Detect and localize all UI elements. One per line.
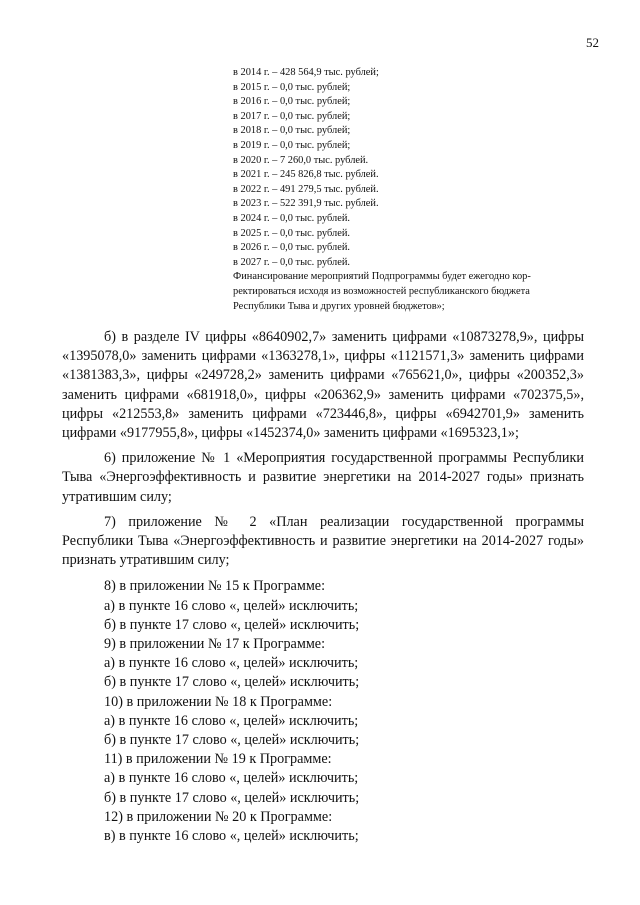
list-item: б) в пункте 17 слово «, целей» исключить; (104, 732, 360, 749)
funding-note (233, 270, 618, 314)
funding-year-line: в 2021 г. – 245 826,8 тыс. рублей. (233, 169, 379, 181)
list-item: а) в пункте 16 слово «, целей» исключить; (104, 597, 359, 614)
funding-note-line: Финансирование мероприятий Подпрограммы будет ежегодно кор- (233, 271, 531, 283)
paragraph-item-7: 7) приложение № 2 «План реализации государственной программы Республики Тыва «Энергоэффективность и развитие энергетики на 2014-2027 годы» признать утратившим силу; (62, 513, 584, 569)
list-item: а) в пункте 16 слово «, целей» исключить; (104, 770, 359, 787)
amendment-list (62, 577, 584, 846)
funding-note-line: ректироваться исходя из возможностей республиканского бюджета (233, 285, 530, 297)
list-item: б) в пункте 17 слово «, целей» исключить; (104, 789, 360, 806)
funding-years (233, 66, 618, 270)
funding-year-line: в 2025 г. – 0,0 тыс. рублей. (233, 227, 350, 239)
list-item: 11) в приложении № 19 к Программе: (104, 751, 332, 768)
funding-year-line: в 2024 г. – 0,0 тыс. рублей. (233, 212, 350, 224)
funding-year-line: в 2020 г. – 7 260,0 тыс. рублей. (233, 154, 369, 166)
list-item: 10) в приложении № 18 к Программе: (104, 693, 333, 710)
funding-year-line: в 2016 г. – 0,0 тыс. рублей; (233, 96, 351, 108)
funding-year-line: в 2019 г. – 0,0 тыс. рублей; (233, 139, 351, 151)
page-number: 52 (586, 35, 599, 50)
funding-block (233, 66, 618, 314)
list-item: а) в пункте 16 слово «, целей» исключить; (104, 655, 359, 672)
funding-note-line: Республики Тыва и других уровней бюджетов»; (233, 300, 445, 312)
funding-year-line: в 2018 г. – 0,0 тыс. рублей; (233, 125, 351, 137)
funding-year-line: в 2027 г. – 0,0 тыс. рублей. (233, 256, 350, 268)
funding-year-line: в 2023 г. – 522 391,9 тыс. рублей. (233, 198, 379, 210)
funding-year-line: в 2014 г. – 428 564,9 тыс. рублей; (233, 67, 379, 78)
funding-year-line: в 2017 г. – 0,0 тыс. рублей; (233, 110, 351, 122)
list-item: б) в пункте 17 слово «, целей» исключить; (104, 616, 360, 633)
paragraph-section-iv: б) в разделе IV цифры «8640902,7» заменить цифрами «10873278,9», цифры «1395078,0» заменить цифрами «1363278,1», цифры «1121571,3» заменить цифрами «1381383,3», цифры «249728,2» заменить цифрами «765621,0», цифры «200352,3» заменить цифрами «681918,0», цифры «206362,9» заменить цифрами «702375,5», цифры «212553,8» заменить цифрами «723446,8», цифры «6942701,9» заменить цифрами «9177955,8», цифры «1452374,0» заменить цифрами «1695323,1»; (62, 329, 584, 442)
list-item: 12) в приложении № 20 к Программе: (104, 808, 333, 825)
funding-year-line: в 2015 г. – 0,0 тыс. рублей; (233, 81, 351, 93)
list-item: а) в пункте 16 слово «, целей» исключить; (104, 712, 359, 729)
paragraph-item-6: 6) приложение № 1 «Мероприятия государственной программы Республики Тыва «Энергоэффективность и развитие энергетики на 2014-2027 годы» признать утратившим силу; (62, 450, 584, 505)
list-item: 9) в приложении № 17 к Программе: (104, 636, 326, 653)
list-item: б) в пункте 17 слово «, целей» исключить; (104, 674, 360, 691)
body-text (62, 328, 584, 846)
list-item: 8) в приложении № 15 к Программе: (104, 578, 326, 595)
list-item: в) в пункте 16 слово «, целей» исключить; (104, 828, 359, 845)
funding-year-line: в 2026 г. – 0,0 тыс. рублей. (233, 242, 350, 254)
funding-year-line: в 2022 г. – 491 279,5 тыс. рублей. (233, 183, 379, 195)
